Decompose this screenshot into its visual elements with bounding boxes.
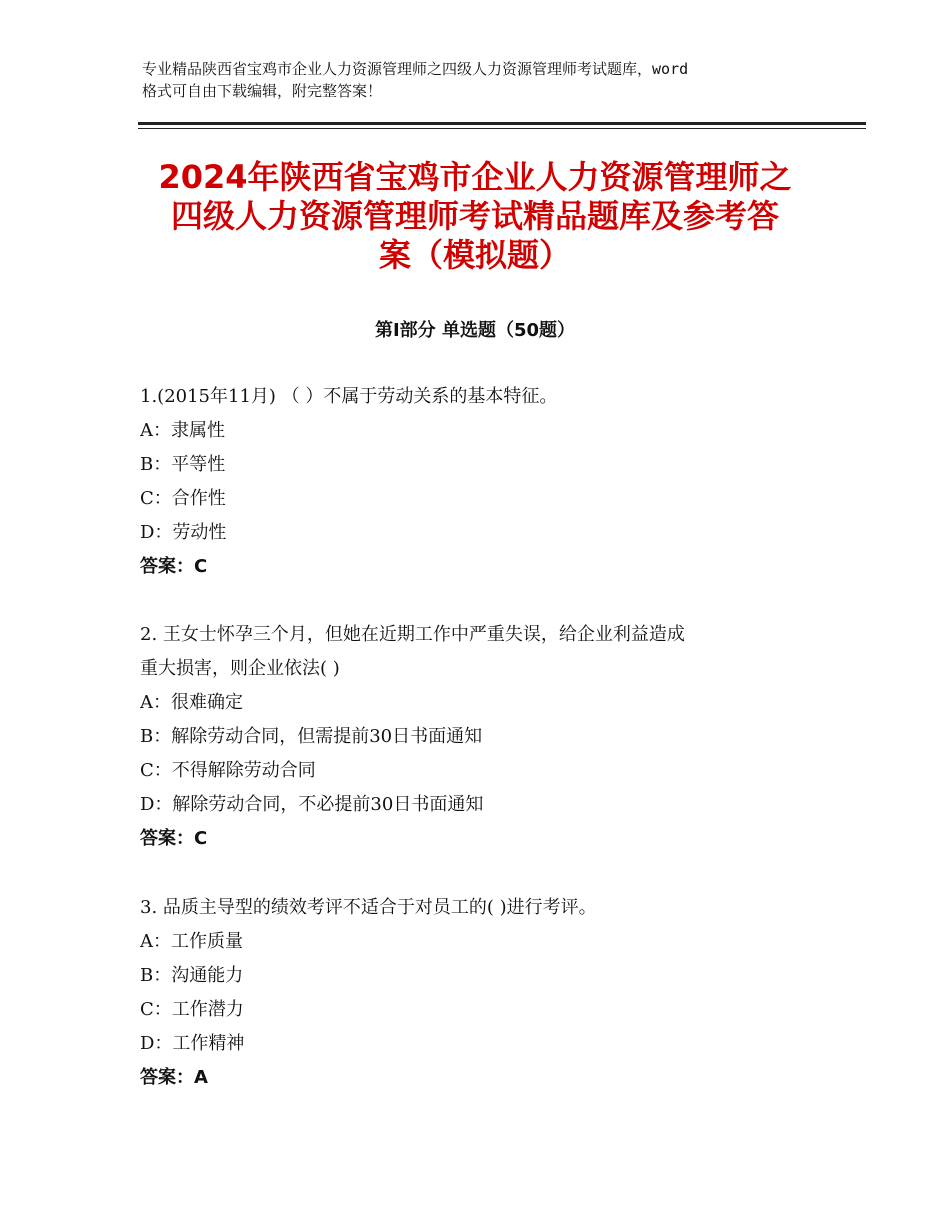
header-divider-thick (138, 122, 866, 125)
question-item (140, 380, 830, 584)
document-title-line: 2024年陕西省宝鸡市企业人力资源管理师之 (158, 158, 792, 196)
question-option: A：隶属性 (140, 420, 225, 441)
question-option: C：工作潜力 (140, 999, 244, 1020)
question-option: C：合作性 (140, 488, 226, 509)
question-option: C：不得解除劳动合同 (140, 760, 316, 781)
question-answer: 答案：C (140, 828, 208, 849)
question-option: A：工作质量 (140, 931, 243, 952)
question-answer: 答案：C (140, 556, 208, 577)
question-stem-continued: 重大损害，则企业依法( ) (140, 658, 340, 679)
document-title-line: 案（模拟题） (378, 236, 571, 274)
question-option: B：解除劳动合同，但需提前30日书面通知 (140, 726, 483, 747)
question-option: D：劳动性 (140, 522, 227, 543)
question-item (140, 891, 830, 1095)
section-heading: 第Ⅰ部分 单选题（50题） (374, 320, 575, 341)
document-title-line: 四级人力资源管理师考试精品题库及参考答 (170, 197, 779, 235)
question-stem: 1.(2015年11月) （ ）不属于劳动关系的基本特征。 (140, 386, 558, 407)
question-option: D：工作精神 (140, 1033, 245, 1054)
header-note-line: 专业精品陕西省宝鸡市企业人力资源管理师之四级人力资源管理师考试题库，word (142, 60, 689, 78)
question-option: D：解除劳动合同，不必提前30日书面通知 (140, 794, 484, 815)
document-title (130, 158, 820, 275)
question-stem: 3. 品质主导型的绩效考评不适合于对员工的( )进行考评。 (140, 897, 597, 918)
question-item (140, 618, 830, 856)
question-answer: 答案：A (140, 1067, 208, 1088)
question-option: A：很难确定 (140, 692, 243, 713)
question-option: B：沟通能力 (140, 965, 244, 986)
question-option: B：平等性 (140, 454, 226, 475)
question-stem: 2. 王女士怀孕三个月，但她在近期工作中严重失误，给企业利益造成 (140, 624, 685, 645)
header-note-line: 格式可自由下载编辑，附完整答案！ (142, 82, 383, 100)
header-divider-thin (138, 128, 866, 129)
header-note (142, 58, 832, 102)
